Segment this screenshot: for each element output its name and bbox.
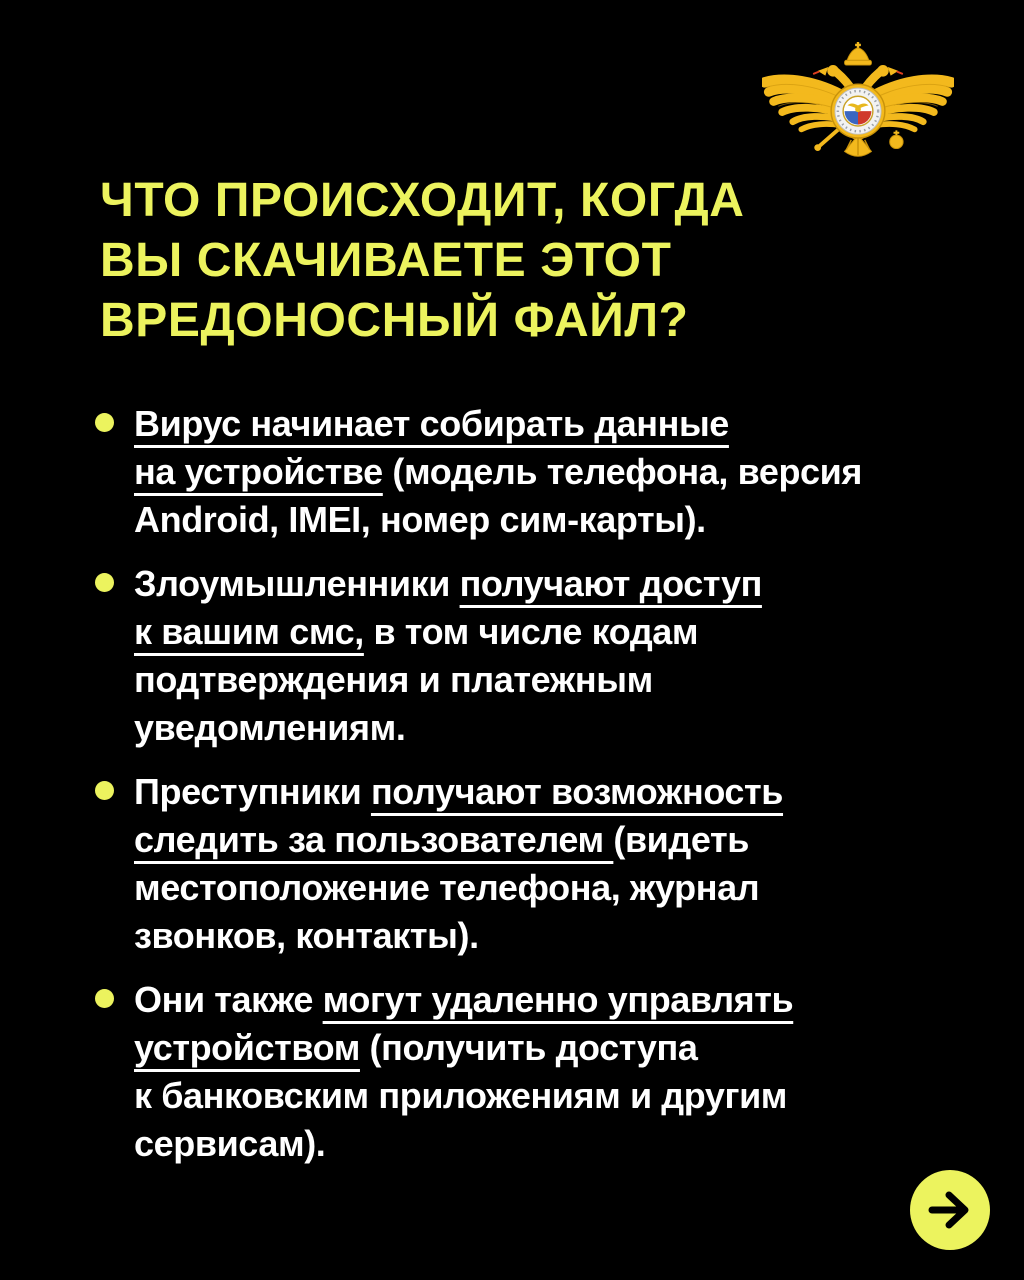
text-segment: к банковским приложениям и другим — [134, 1075, 788, 1116]
bullet-dot — [95, 989, 114, 1008]
bullet-item — [95, 560, 965, 752]
next-button[interactable] — [910, 1170, 990, 1250]
text-segment: следить за пользователем — [134, 819, 614, 860]
bullet-line — [134, 1024, 793, 1072]
title-line: ВЫ СКАЧИВАЕТЕ ЭТОТ — [100, 234, 672, 287]
title-line: ЧТО ПРОИСХОДИТ, КОГДА — [100, 174, 745, 227]
text-segment: к вашим смс, — [134, 611, 364, 652]
text-segment: местоположение телефона, журнал — [134, 867, 760, 908]
text-segment: в том числе кодам — [363, 611, 699, 652]
bullet-line — [134, 656, 762, 704]
text-segment: Вирус начинает собирать данные — [134, 403, 729, 444]
text-segment: (модель телефона, версия — [382, 451, 863, 492]
text-segment: звонков, контакты). — [134, 915, 479, 956]
bullet-dot — [95, 413, 114, 432]
bullet-list — [95, 400, 965, 1168]
bullet-line — [134, 560, 762, 608]
bullet-line — [134, 768, 783, 816]
bullet-line — [134, 816, 783, 864]
bullet-text — [134, 560, 762, 752]
bullet-line — [134, 400, 862, 448]
bullet-line — [134, 608, 762, 656]
text-segment: Злоумышленники — [134, 563, 460, 604]
bullet-line — [134, 976, 793, 1024]
bullet-line — [134, 864, 783, 912]
bullet-line — [134, 704, 762, 752]
text-segment: на устройстве — [134, 451, 383, 492]
double-headed-eagle-icon — [762, 42, 954, 163]
bullet-line — [134, 1120, 793, 1168]
title-line: ВРЕДОНОСНЫЙ ФАЙЛ? — [100, 294, 689, 347]
text-segment: Android, IMEI, номер сим-карты). — [134, 499, 706, 540]
page-title — [100, 171, 745, 351]
bullet-item — [95, 400, 965, 544]
bullet-text — [134, 768, 783, 960]
arrow-right-icon — [924, 1184, 976, 1236]
text-segment: получают доступ — [459, 563, 762, 604]
bullet-item — [95, 768, 965, 960]
bullet-line — [134, 1072, 793, 1120]
text-segment: могут удаленно управлять — [322, 979, 794, 1020]
bullet-dot — [95, 573, 114, 592]
text-segment: Преступники — [134, 771, 371, 812]
bullet-line — [134, 496, 862, 544]
text-segment: Они также — [134, 979, 323, 1020]
text-segment: (видеть — [613, 819, 749, 860]
text-segment: (получить доступа — [359, 1027, 698, 1068]
text-segment: уведомлениям. — [134, 707, 406, 748]
text-segment: подтверждения и платежным — [134, 659, 653, 700]
mvd-emblem — [762, 42, 954, 163]
text-segment: получают возможность — [370, 771, 784, 812]
bullet-dot — [95, 781, 114, 800]
text-segment: сервисам). — [134, 1123, 326, 1164]
bullet-line — [134, 912, 783, 960]
bullet-text — [134, 976, 793, 1168]
text-segment: устройством — [134, 1027, 360, 1068]
bullet-text — [134, 400, 862, 544]
bullet-line — [134, 448, 862, 496]
bullet-item — [95, 976, 965, 1168]
